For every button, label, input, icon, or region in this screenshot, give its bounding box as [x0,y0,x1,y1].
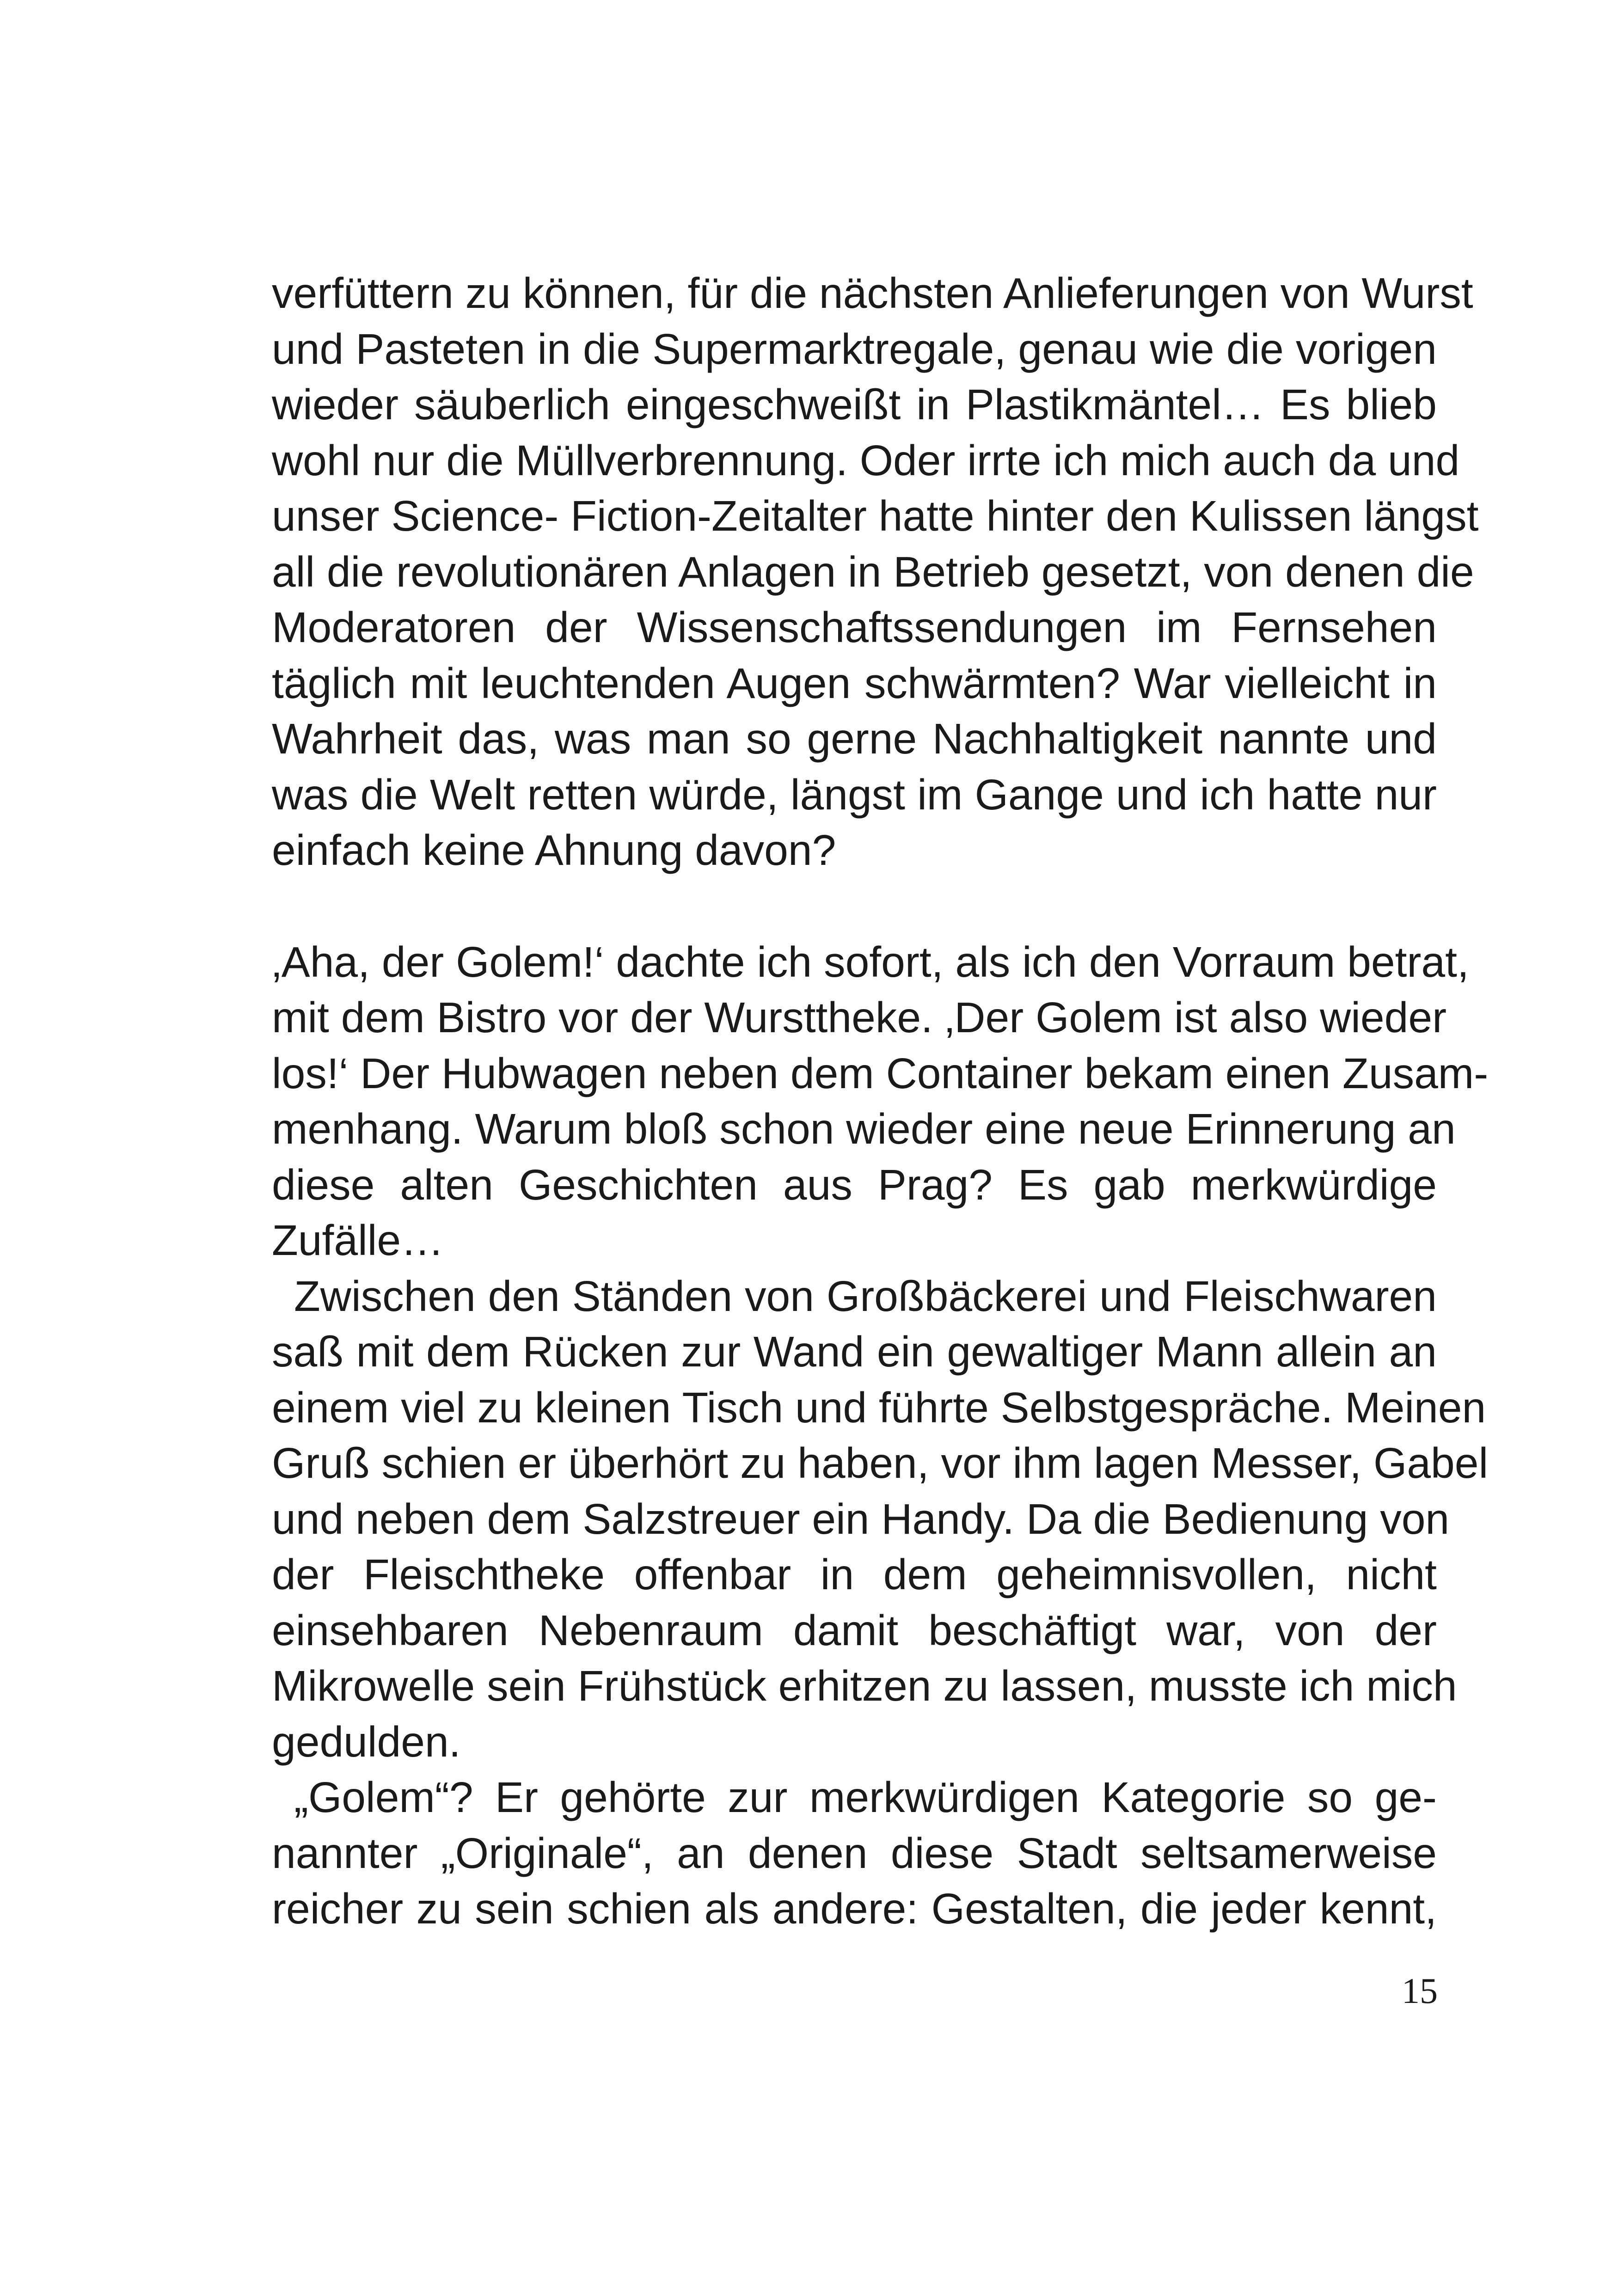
text-line: all die revolutionären Anlagen in Betrieb gesetzt, von denen die [272,547,1474,596]
text-line: einem viel zu kleinen Tisch und führte Selbstgespräche. Meinen [272,1383,1486,1432]
text-line: was die Welt retten würde, längst im Gange und ich hatte nur [272,770,1437,819]
text-line: und neben dem Salzstreuer ein Handy. Da die Bedienung von [272,1494,1450,1543]
text-line: unser Science- Fiction-Zeitalter hatte hinter den Kulissen längst [272,492,1479,540]
text-line: und Pasteten in die Supermarktregale, genau wie die vorigen [272,325,1437,373]
text-line: Zwischen den Ständen von Großbäckerei und Fleischwaren [294,1272,1437,1320]
text-line: mit dem Bistro vor der Wursttheke. ‚Der Golem ist also wieder [272,993,1447,1041]
page-number: 15 [1402,1971,1438,2011]
text-line: saß mit dem Rücken zur Wand ein gewaltiger Mann allein an [272,1328,1437,1376]
text-line: wieder säuberlich eingeschweißt in Plastikmäntel… Es blieb [272,380,1437,429]
text-line: einsehbaren Nebenraum damit beschäftigt war, von der [272,1606,1437,1654]
body-text [272,265,1489,1937]
text-line: diese alten Geschichten aus Prag? Es gab merkwürdige [272,1160,1437,1209]
text-line: Mikrowelle sein Frühstück erhitzen zu lassen, musste ich mich [272,1662,1457,1710]
text-line: los!‘ Der Hubwagen neben dem Container bekam einen Zusam- [272,1049,1489,1097]
text-line: Moderatoren der Wissenschaftssendungen im Fernsehen [272,603,1437,651]
text-line: einfach keine Ahnung davon? [272,826,836,874]
text-line: reicher zu sein schien als andere: Gestalten, die jeder kennt, [272,1885,1437,1933]
text-line: ‚Aha, der Golem!‘ dachte ich sofort, als ich den Vorraum betrat, [272,937,1469,986]
text-line: Gruß schien er überhört zu haben, vor ihm lagen Messer, Gabel [272,1439,1489,1487]
text-line: wohl nur die Müllverbrennung. Oder irrte ich mich auch da und [272,436,1460,484]
text-line: Wahrheit das, was man so gerne Nachhaltigkeit nannte und [272,715,1437,763]
text-line: verfüttern zu können, für die nächsten Anlieferungen von Wurst [272,269,1473,317]
paragraph-gap [272,878,1437,934]
text-line: „Golem“? Er gehörte zur merkwürdigen Kategorie so ge- [294,1773,1437,1821]
text-line: nannter „Originale“, an denen diese Stadt seltsamerweise [272,1829,1437,1877]
text-line: Zufälle… [272,1216,444,1264]
text-line: der Fleischtheke offenbar in dem geheimnisvollen, nicht [272,1550,1437,1598]
text-line: gedulden. [272,1717,461,1766]
text-line: menhang. Warum bloß schon wieder eine neue Erinnerung an [272,1105,1456,1153]
text-line: täglich mit leuchtenden Augen schwärmten? War vielleicht in [272,659,1437,707]
